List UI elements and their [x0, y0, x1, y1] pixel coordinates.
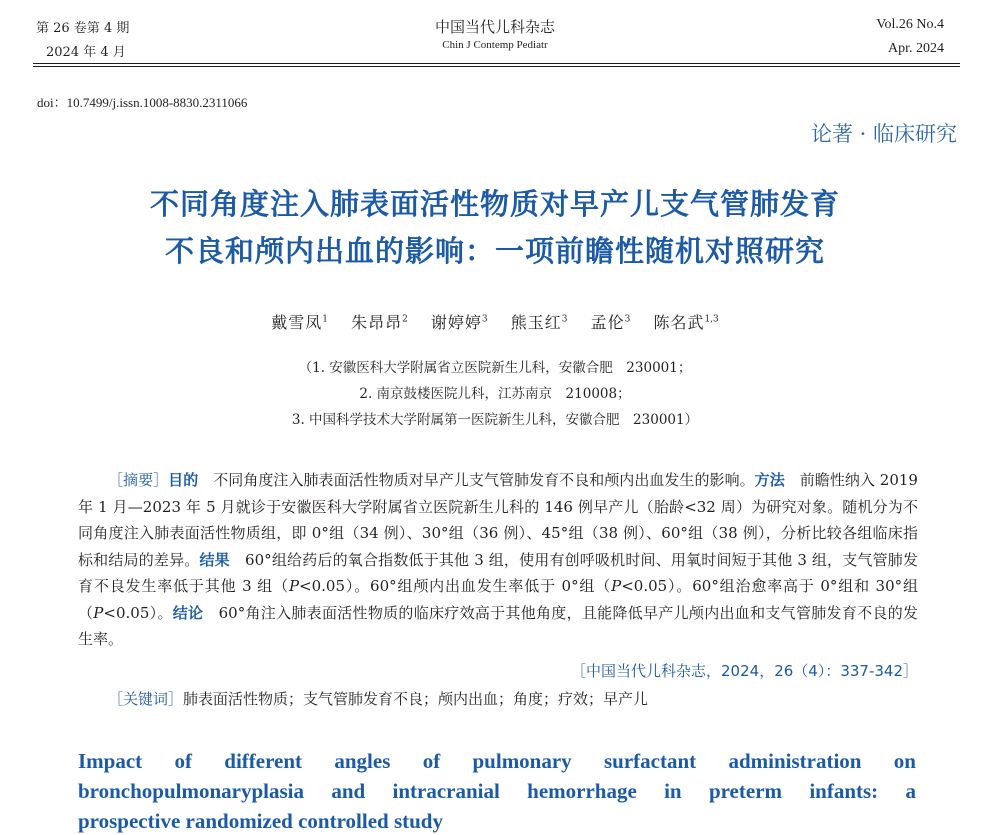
author-name: 熊玉红	[510, 313, 562, 332]
affiliation-3: 3. 中国科学技术大学附属第一医院新生儿科，安徽合肥 230001）	[291, 412, 699, 428]
author-name: 朱昂昂	[351, 313, 403, 332]
methods-text: 前瞻性纳入 2019 年 1 月—2023 年 5 月就诊于安徽医科大学附属省立医院新生儿科的 146 例早产儿（胎龄<32 周）为研究对象。随机分为不同角度注入肺表面活性物质组，即 0°组（34 例）、30°组（36 例）、45°组（38 例）、60°组（38 例），分析比较各组临床指标和结局的差异。	[78, 471, 918, 569]
results-label: 结果	[199, 550, 230, 569]
author-affiliation-mark: 3	[481, 314, 488, 325]
results-text-1: 60°组给药后的氧合指数低于其他 3 组，使用有创呼吸机时间、用氧时间短于其他 3 组，支气管肺发育不良发生率低于其他 3 组（	[78, 550, 918, 595]
header-volume-en: Vol.26 No.4	[876, 17, 944, 32]
author-affiliation-mark: 1	[322, 314, 328, 325]
keywords-text: 肺表面活性物质；支气管肺发育不良；颅内出血；角度；疗效；早产儿	[183, 690, 649, 708]
header-journal-cn: 中国当代儿科杂志	[434, 18, 555, 36]
author-affiliation-mark: 3	[561, 314, 568, 325]
title-en-line3: prospective randomized controlled study	[78, 809, 443, 833]
keywords	[108, 688, 648, 709]
author-name: 陈名武	[653, 313, 705, 332]
affiliation-2: 2. 南京鼓楼医院儿科，江苏南京 210008；	[359, 386, 631, 402]
objective-label: 目的	[168, 471, 199, 489]
section-label: 论著 · 临床研究	[810, 122, 957, 146]
results-text-2: <0.05）。60°组颅内出血发生率低于 0°组（	[299, 577, 612, 595]
results-text-3: <0.05）。60°组治愈率高于 0°组和 30°组（	[78, 577, 918, 622]
author-name: 戴雪凤	[271, 313, 323, 332]
author-affiliation-mark: 1,3	[704, 314, 719, 325]
author-name: 谢婷婷	[430, 313, 482, 332]
header-date-en: Apr. 2024	[888, 41, 944, 56]
citation: ［中国当代儿科杂志，2024，26（4）：337-342］	[571, 662, 918, 680]
p-symbol: P	[93, 603, 104, 622]
header-rule-bottom	[33, 66, 960, 67]
results-text-4: <0.05）。	[103, 603, 173, 622]
conclusion-text: 60°角注入肺表面活性物质的临床疗效高于其他角度，且能降低早产儿颅内出血和支气管肺发育不良的发生率。	[78, 603, 918, 648]
title-cn-line2: 不良和颅内出血的影响：一项前瞻性随机对照研究	[164, 234, 825, 268]
p-symbol: P	[288, 577, 300, 595]
doi: doi：10.7499/j.issn.1008-8830.2311066	[37, 95, 248, 110]
conclusion-label: 结论	[172, 603, 204, 622]
methods-label: 方法	[754, 471, 785, 489]
title-cn-line1: 不同角度注入肺表面活性物质对早产儿支气管肺发育	[149, 187, 840, 221]
author-affiliation-mark: 3	[624, 314, 631, 325]
author-affiliation-mark: 2	[402, 314, 408, 325]
abstract-tag: ［摘要］	[108, 471, 169, 489]
objective-text: 不同角度注入肺表面活性物质对早产儿支气管肺发育不良和颅内出血发生的影响。	[198, 471, 755, 489]
author-list	[0, 310, 990, 333]
abstract	[78, 467, 918, 653]
affiliation-1: （1. 安徽医科大学附属省立医院新生儿科，安徽合肥 230001；	[298, 360, 692, 376]
header-date-cn: 2024 年 4 月	[46, 45, 126, 60]
header-volume-cn: 第 26 卷第 4 期	[36, 21, 130, 36]
header-journal-en: Chin J Contemp Pediatr	[442, 39, 548, 51]
p-symbol: P	[611, 577, 622, 595]
header-rule-top	[33, 63, 960, 64]
keywords-tag: ［关键词］	[108, 690, 184, 708]
title-en-line1: Impact of different angles of pulmonary surfactant administration on	[78, 749, 916, 773]
title-en-line2: bronchopulmonaryplasia and intracranial hemorrhage in preterm infants: a	[78, 779, 916, 803]
author-name: 孟伦	[590, 313, 625, 332]
